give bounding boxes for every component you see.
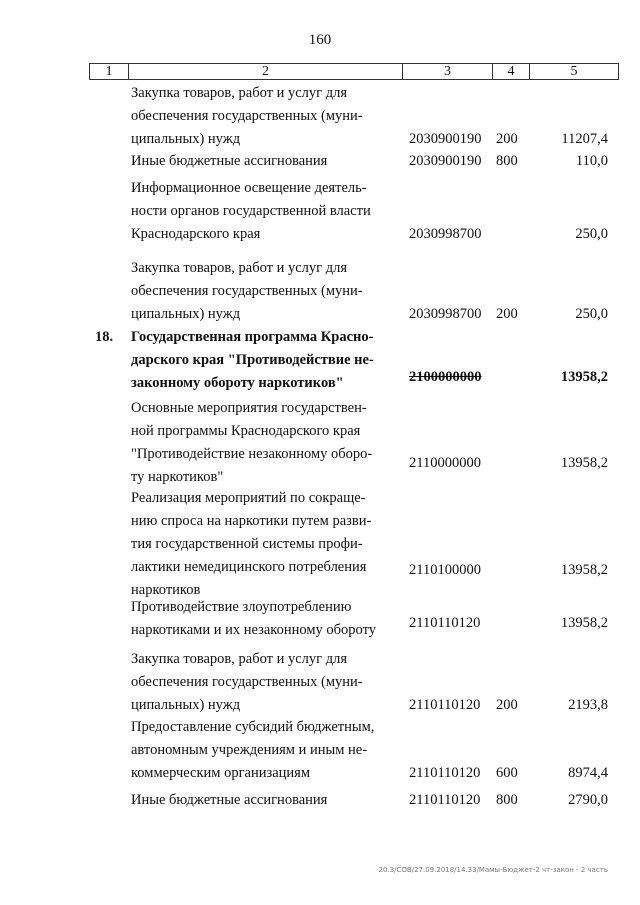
row-code: 2030900190 — [409, 153, 482, 169]
row-number: 18. — [95, 329, 114, 345]
row-amount: 13958,2 — [560, 562, 608, 578]
row-code: 2110110120 — [409, 765, 481, 781]
row-type: 200 — [496, 306, 518, 322]
row-type: 800 — [496, 153, 518, 169]
row-amount: 13958,2 — [560, 369, 608, 385]
row-type: 600 — [496, 765, 518, 781]
row-amount: 11207,4 — [561, 131, 608, 147]
row-code: 2100000000 — [409, 369, 482, 385]
row-name: Государственная программа Красно- дарского края "Противодействие не- законному обороту наркотиков" — [131, 329, 374, 391]
row-amount: 250,0 — [575, 306, 608, 322]
row-name: Иные бюджетные ассигнования — [131, 153, 328, 169]
table-header — [89, 63, 619, 80]
row-code: 2110110120 — [409, 615, 481, 631]
row-name: Основные мероприятия государствен- ной программы Краснодарского края "Противодействие незаконному оборо- ту наркотиков" — [131, 400, 373, 485]
row-name: Противодействие злоупотреблению наркотиками и их незаконному обороту — [131, 599, 376, 638]
row-code: 2030998700 — [409, 306, 482, 322]
column-header-2: 2 — [128, 64, 402, 79]
row-name: Реализация мероприятий по сокраще- нию спроса на наркотики путем разви- тия государственной системы профи- лактики немедицинского потребления наркотиков — [131, 490, 372, 598]
row-amount: 2790,0 — [568, 792, 608, 808]
footer-stamp: 20.3/СОВ/27.09.2018/14.33/Мамы-Бюджет-2 чт-закон - 2 часть — [378, 866, 608, 874]
row-amount: 250,0 — [575, 226, 608, 242]
row-name: Закупка товаров, работ и услуг для обеспечения государственных (муни- ципальных) нужд — [131, 85, 363, 147]
row-code: 2110110120 — [409, 792, 481, 808]
column-header-1: 1 — [105, 64, 113, 79]
row-name: Закупка товаров, работ и услуг для обеспечения государственных (муни- ципальных) нужд — [131, 651, 363, 713]
row-name: Предоставление субсидий бюджетным, автономным учреждениям и иным не- коммерческим организациям — [131, 719, 375, 781]
row-type: 200 — [496, 697, 518, 713]
row-amount: 8974,4 — [568, 765, 608, 781]
column-header-5: 5 — [529, 64, 618, 79]
row-name: Информационное освещение деятель- ности органов государственной власти Краснодарского края — [131, 180, 371, 242]
row-name: Иные бюджетные ассигнования — [131, 792, 328, 808]
row-amount: 110,0 — [575, 153, 608, 169]
column-header-4: 4 — [492, 64, 529, 79]
page-number: 160 — [308, 32, 332, 48]
row-name: Закупка товаров, работ и услуг для обеспечения государственных (муни- ципальных) нужд — [131, 260, 363, 322]
row-type: 800 — [496, 792, 518, 808]
row-code: 2110000000 — [409, 455, 481, 471]
row-code: 2110100000 — [409, 562, 481, 578]
column-header-3: 3 — [402, 64, 492, 79]
row-amount: 2193,8 — [568, 697, 608, 713]
row-code: 2030900190 — [409, 131, 482, 147]
row-amount: 13958,2 — [560, 455, 608, 471]
row-code: 2030998700 — [409, 226, 482, 242]
row-amount: 13958,2 — [560, 615, 608, 631]
row-code: 2110110120 — [409, 697, 481, 713]
row-type: 200 — [496, 131, 518, 147]
